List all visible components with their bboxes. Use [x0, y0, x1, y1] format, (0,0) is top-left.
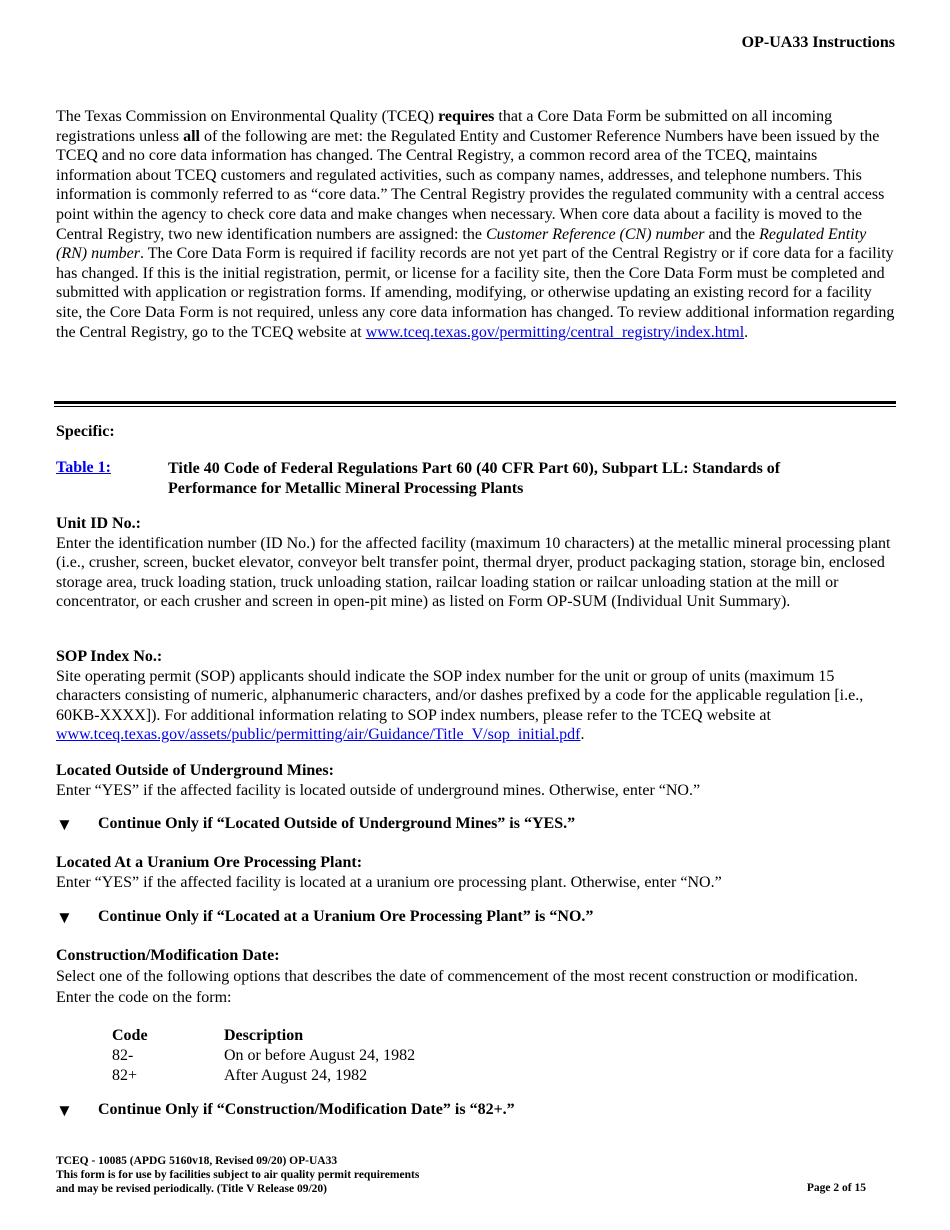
code-column-header: Code [112, 1027, 148, 1044]
sop-initial-link[interactable]: www.tceq.texas.gov/assets/public/permitting/air/Guidance/Title_V/sop_initial.pdf [56, 726, 581, 744]
description-column-header: Description [224, 1027, 304, 1044]
unit-id-section [56, 514, 896, 612]
description-cell: After August 24, 1982 [224, 1067, 368, 1084]
unit-id-label: Unit ID No.: [56, 515, 141, 532]
footer-line-1: TCEQ - 10085 (APDG 5160v18, Revised 09/20) OP-UA33 [56, 1155, 338, 1167]
page-header-title: OP-UA33 Instructions [741, 34, 895, 51]
code-table [112, 1026, 415, 1086]
uranium-label: Located At a Uranium Ore Processing Plant: [56, 854, 363, 871]
code-cell: 82+ [112, 1067, 138, 1084]
footer-line-2: This form is for use by facilities subject to air quality permit requirements [56, 1169, 420, 1181]
code-cell: 82- [112, 1047, 134, 1064]
down-triangle-icon: ▼ [56, 1101, 73, 1120]
section-divider [54, 401, 896, 407]
footer-line-3: and may be revised periodically. (Title V Release 09/20) [56, 1183, 327, 1195]
outside-mines-label: Located Outside of Underground Mines: [56, 762, 334, 779]
description-cell: On or before August 24, 1982 [224, 1047, 416, 1064]
intro-paragraph: The Texas Commission on Environmental Quality (TCEQ) requires that a Core Data Form be submitted on all incoming registrations unless all of the following are met: the Regulated Entity and Customer Reference Numbers have been issued by the TCEQ and no core data information has changed. The Central Registry, a common record area of the TCEQ, maintains information about TCEQ customers and regulated activities, such as company names, addresses, and telephone numbers. This information is commonly referred to as “core data.” The Central Registry provides the regulated community with a central access point within the agency to check core data and make changes when necessary. When core data about a facility is moved to the Central Registry, two new identification numbers are assigned: the Customer Reference (CN) number and the Regulated Entity (RN) number. The Core Data Form is required if facility records are not yet part of the Central Registry or if core data for a facility has changed. If this is the initial registration, permit, or license for a facility site, then the Core Data Form must be completed and submitted with application or registration forms. If amending, modifying, or otherwise updating an existing record for a facility site, the Core Data Form is not required, unless any core data information has changed. To review additional information regarding the Central Registry, go to the TCEQ website at www.tceq.texas.gov/permitting/central_registry/index.html. [56, 108, 895, 341]
specific-heading: Specific: [56, 423, 115, 440]
footer-form-info [56, 1154, 419, 1196]
code-table-header [112, 1026, 415, 1046]
down-triangle-icon: ▼ [56, 908, 73, 927]
table-1-title: Title 40 Code of Federal Regulations Part 60 (40 CFR Part 60), Subpart LL: Standards of Performance for Metallic Mineral Processing Plants [168, 460, 781, 497]
condition-text: Continue Only if “Construction/Modification Date” is “82+.” [98, 1101, 515, 1118]
sop-text: Site operating permit (SOP) applicants should indicate the SOP index number for the unit or group of units (maximum 15 characters consisting of numeric, alphanumeric characters, and/or dashes prefixed by a code for the applicable regulation [i.e., 60KB-XXXX]). For additional information relating to SOP index numbers, please refer to the TCEQ website at www.tceq.texas.gov/assets/public/permitting/air/Guidance/Title_V/sop_initial.pdf. [56, 667, 864, 744]
construction-label: Construction/Modification Date: [56, 947, 280, 964]
construction-text: Select one of the following options that describes the date of commencement of the most recent construction or modification. Enter the code on the form: [56, 967, 858, 1007]
table-row [112, 1066, 415, 1086]
unit-id-text: Enter the identification number (ID No.) for the affected facility (maximum 10 characters) at the metallic mineral processing plant (i.e., crusher, screen, bucket elevator, conveyor belt transfer point, thermal dryer, product packaging station, storage bin, enclosed storage area, truck loading station, truck unloading station, railcar loading station or railcar unloading station at the mill or concentrator, or each crusher and screen in open-pit mine) as listed on Form OP-SUM (Individual Unit Summary). [56, 534, 891, 611]
sop-section [56, 647, 896, 745]
table-1-link[interactable]: Table 1: [56, 459, 111, 476]
uranium-section [56, 853, 896, 892]
outside-mines-text: Enter “YES” if the affected facility is located outside of underground mines. Otherwise, enter “NO.” [56, 781, 701, 799]
condition-text: Continue Only if “Located at a Uranium Ore Processing Plant” is “NO.” [98, 908, 594, 925]
page-number: Page 2 of 15 [806, 1182, 866, 1194]
down-triangle-icon: ▼ [56, 815, 73, 834]
construction-section [56, 946, 896, 1009]
central-registry-link[interactable]: www.tceq.texas.gov/permitting/central_registry/index.html [365, 323, 745, 341]
sop-label: SOP Index No.: [56, 648, 163, 665]
condition-text: Continue Only if “Located Outside of Underground Mines” is “YES.” [98, 815, 576, 832]
table-row [112, 1046, 415, 1066]
outside-mines-section [56, 761, 896, 800]
uranium-text: Enter “YES” if the affected facility is located at a uranium ore processing plant. Otherwise, enter “NO.” [56, 873, 722, 891]
